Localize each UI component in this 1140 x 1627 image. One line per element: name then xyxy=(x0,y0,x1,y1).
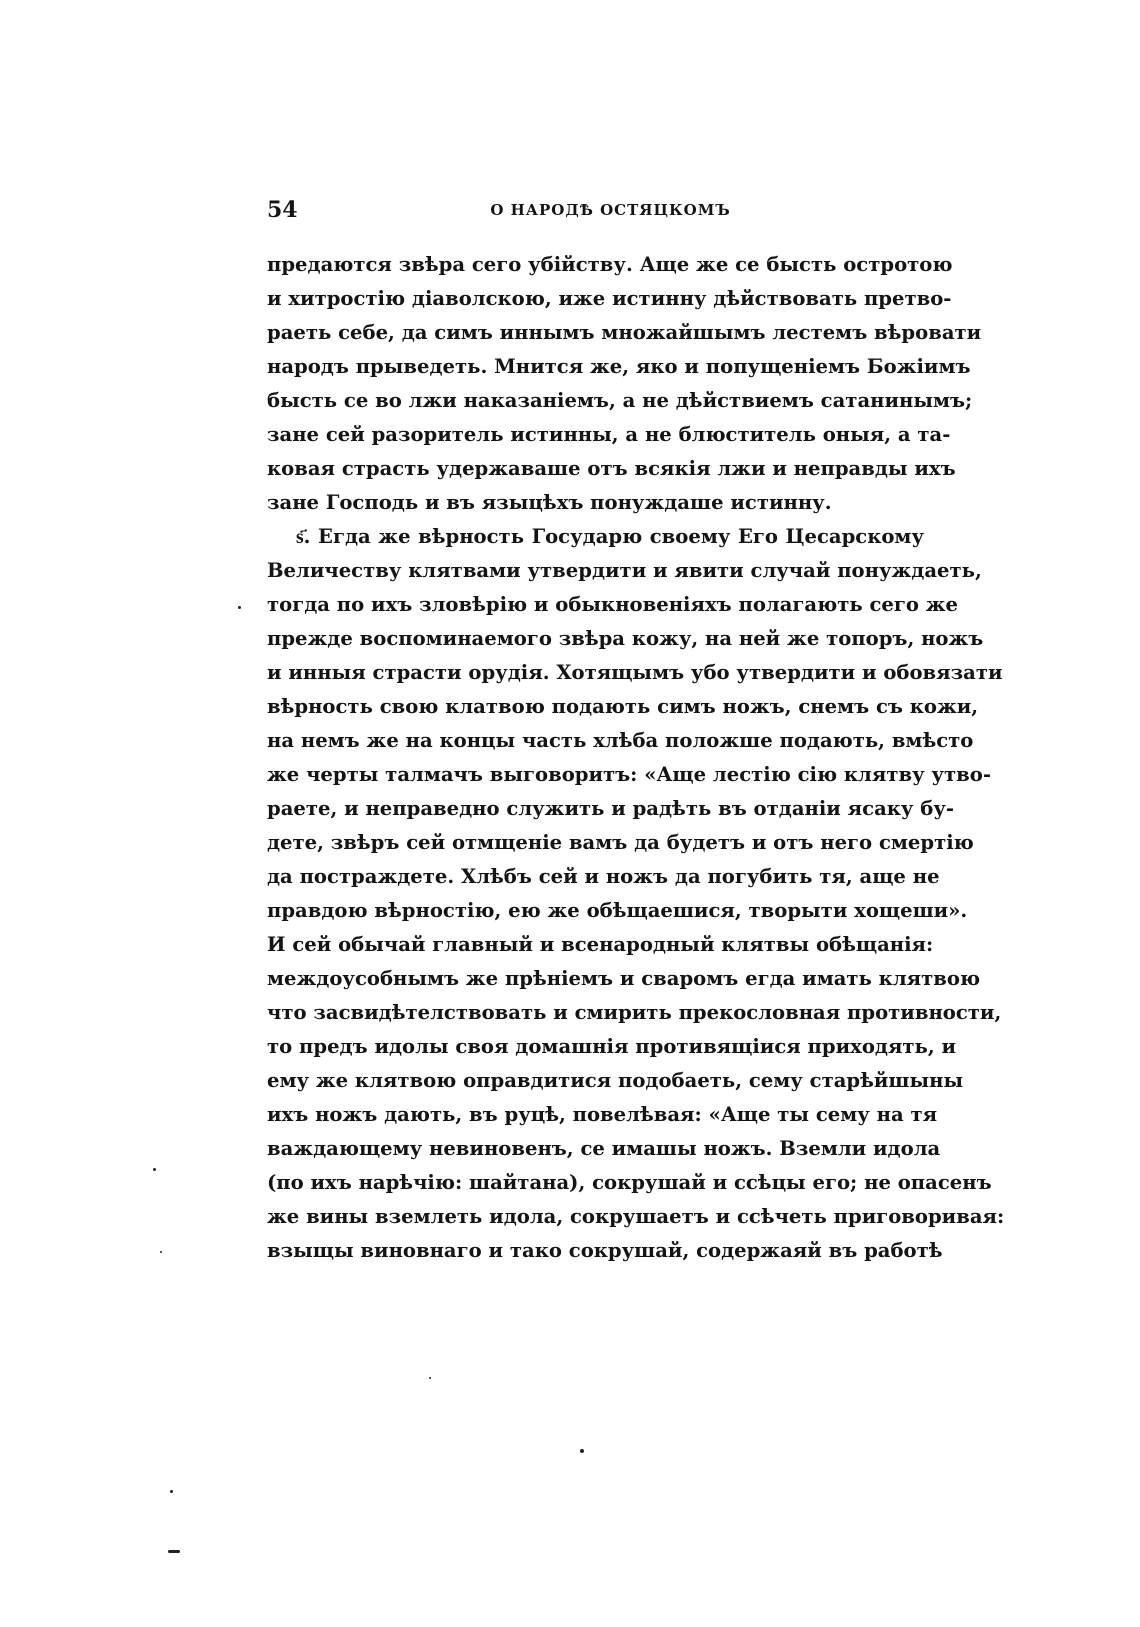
text-line: дете, звѣръ сей отмщеніе вамъ да будетъ и отъ него смертію xyxy=(267,831,974,854)
text-line: предаются звѣра сего убійству. Аще же се бысть остротою xyxy=(267,253,953,276)
scan-speck xyxy=(170,1490,173,1493)
text-line: и хитростію діаволскою, иже истинну дѣйствовать претво- xyxy=(267,287,952,310)
text-line: ихъ ножъ дають, въ руцѣ, повелѣвая: «Аще ты сему на тя xyxy=(267,1103,938,1126)
text-line: ковая страсть удержаваше отъ всякія лжи и неправды ихъ xyxy=(267,457,956,480)
text-line: зане сей разоритель истинны, а не блюститель оныя, а та- xyxy=(267,423,951,446)
text-line: взыщы виновнаго и тако сокрушай, содержаяй въ работѣ xyxy=(267,1239,943,1262)
page-number: 54 xyxy=(267,197,298,223)
text-line: и инныя страсти орудія. Хотящымъ убо утвердити и обовязати xyxy=(267,661,1003,684)
text-line: да постраждете. Хлѣбъ сей и ножъ да погубить тя, аще не xyxy=(267,865,940,888)
text-line: важдающему невиновенъ, се имашы ножъ. Вземли идола xyxy=(267,1137,941,1160)
text-line: правдою вѣрностію, ею же обѣщаешися, творыти хощеши». xyxy=(267,899,968,922)
scan-speck xyxy=(580,1449,584,1453)
text-line: Егда же вѣрность Государю своему Его Цесарскому xyxy=(318,525,924,548)
section-mark: ѕ҃. xyxy=(296,525,311,548)
scan-speck xyxy=(429,1377,431,1379)
text-line: И сей обычай главный и всенародный клятвы обѣщанія: xyxy=(267,933,934,956)
text-line: то предъ идолы своя домашнія противящіися приходять, и xyxy=(267,1035,957,1058)
text-line: ему же клятвою оправдитися подобаеть, сему старѣйшыны xyxy=(267,1069,964,1092)
text-line: зане Господь и въ языцѣхъ понуждаше истинну. xyxy=(267,491,832,514)
text-line: вѣрность свою клатвою подають симъ ножъ, снемъ съ кожи, xyxy=(267,695,979,718)
scan-speck xyxy=(168,1550,180,1553)
scan-speck xyxy=(160,1251,162,1253)
text-line: Величеству клятвами утвердити и явити случай понуждаеть, xyxy=(267,559,982,582)
text-line: что засвидѣтелствовать и смирить прекословная противности, xyxy=(267,1001,1002,1024)
text-line: (по ихъ нарѣчію: шайтана), сокрушай и ссѣцы его; не опасенъ xyxy=(267,1171,992,1194)
text-line: прежде воспоминаемого звѣра кожу, на ней же топоръ, ножъ xyxy=(267,627,984,650)
page-header xyxy=(267,196,924,236)
text-line: же черты талмачъ выговоритъ: «Аще лестію сію клятву утво- xyxy=(267,763,991,786)
text-line: же вины вземлеть идола, сокрушаетъ и ссѣчеть приговоривая: xyxy=(267,1205,1005,1228)
text-line: раеть себе, да симъ иннымъ множайшымъ лестемъ вѣровати xyxy=(267,321,982,344)
text-line: междоусобнымъ же прѣніемъ и сваромъ егда имать клятвою xyxy=(267,967,981,990)
scan-speck xyxy=(238,606,241,609)
paragraph-first-line xyxy=(267,520,924,554)
text-line: народъ прыведеть. Мнится же, яко и попущеніемъ Божіимъ xyxy=(267,355,971,378)
running-head: О НАРОДѢ ОСТЯЦКОМЪ xyxy=(490,201,731,219)
scan-speck xyxy=(153,1168,156,1171)
text-line: на немъ же на концы часть хлѣба положше подають, вмѣсто xyxy=(267,729,974,752)
text-line: раете, и неправедно служить и радѣть въ отданіи ясаку бу- xyxy=(267,797,955,820)
text-line: бысть се во лжи наказаніемъ, а не дѣйствиемъ сатанинымъ; xyxy=(267,389,973,412)
body-text xyxy=(267,248,1005,1268)
text-line: тогда по ихъ зловѣрію и обыкновеніяхъ полагають сего же xyxy=(267,593,959,616)
